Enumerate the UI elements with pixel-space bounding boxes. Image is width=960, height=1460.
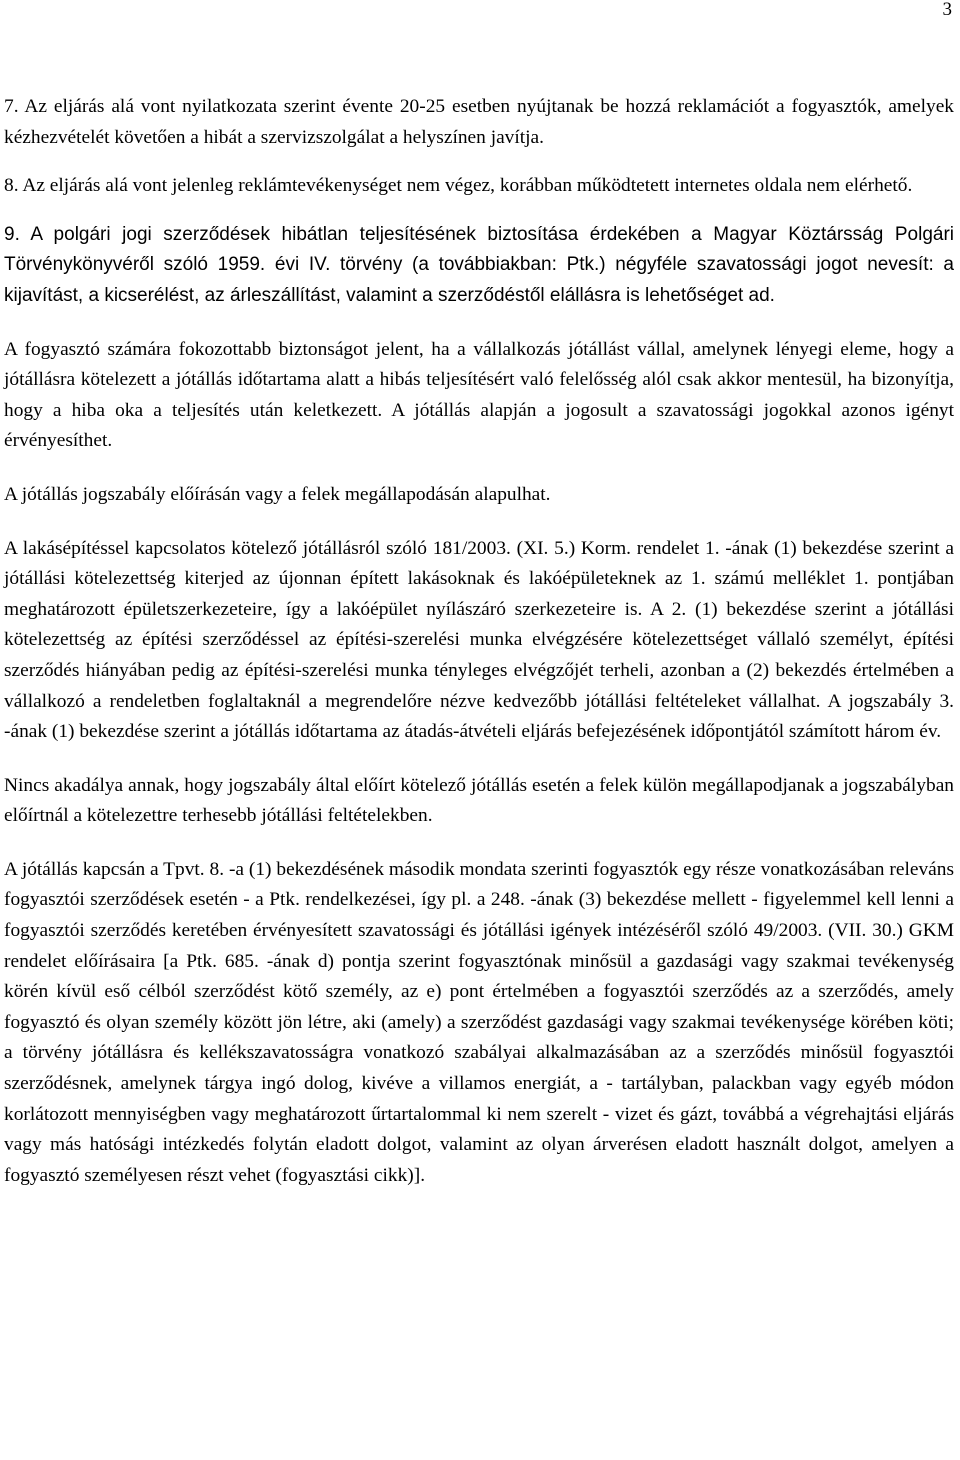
paragraph-tpvt: A jótállás kapcsán a Tpvt. 8. -a (1) bekezdésének második mondata szerinti fogyasztók egy része vonatkozásában releváns fogyasztói szerződések esetén - a Ptk. rendelkezései, így pl. a 248. -ának (3) bekezdése mellett - figyelemmel kell lenni a fogyasztói szerződés keretében érvényesített szavatossági és jótállási igények intézéséről szóló 49/2003. (VII. 30.) GKM rendelet előírásaira [a Ptk. 685. -ának d) pontja szerint fogyasztónak minősül a gazdasági vagy szakmai tevékenység körén kívül eső célból szerződést kötő személy, az e) pont értelmében a fogyasztói szerződés az a szerződés, amely fogyasztó és olyan személy között jön létre, aki (amely) a szerződést gazdasági vagy szakmai tevékenysége körében köti; a törvény jótállásra és kellékszavatosságra vonatkozó szabályai alkalmazásában az a szerződés minősül fogyasztói szerződésnek, amelynek tárgya ingó dolog, kivéve a villamos energiát, a - tartályban, palackban vagy egyéb módon korlátozott mennyiségben vagy meghatározott űrtartalommal ki nem szerelt - vizet és gázt, továbbá a végrehajtási eljárás vagy más hatósági intézkedés folytán eladott dolgot, valamint az olyan árverésen eladott használt dolgot, amelyen a fogyasztó személyesen részt vehet (fogyasztási cikk)]. [4,858,954,1186]
paragraph-9: 9. A polgári jogi szerződések hibátlan teljesítésének biztosítása érdekében a Magyar Köztársság Polgári Törvénykönyvéről szóló 1959. évi IV. törvény (a továbbiakban: Ptk.) négyféle szavatossági jogot nevesít: a kijavítást, a kicserélést, az árleszállítást, valamint a szerződéstől elállásra is lehetőséget ad. [4,223,954,306]
paragraph-guarantee-intro: A fogyasztó számára fokozottabb biztonságot jelent, ha a vállalkozás jótállást vállal, amelynek lényegi eleme, hogy a jótállásra kötelezett a jótállás időtartama alatt a hibás teljesítésért való felelősség alól csak akkor mentesül, ha bizonyítja, hogy a hiba oka a teljesítés után keletkezett. A jótállás alapján a jogosult a szavatossági jogokkal azonos igényt érvényesíthet. [4,338,954,452]
document-body [4,92,954,1214]
paragraph-no-obstacle: Nincs akadálya annak, hogy jogszabály által előírt kötelező jótállás esetén a felek külön megállapodjanak a jogszabályban előírtnál a kötelezettre terhesebb jótállási feltételekben. [4,774,954,827]
paragraph-8: 8. Az eljárás alá vont jelenleg reklámtevékenységet nem végez, korábban működtetett internetes oldala nem elérhető. [4,175,913,197]
paragraph-guarantee-basis: A jótállás jogszabály előírásán vagy a felek megállapodásán alapulhat. [4,483,551,505]
paragraph-housing-decree: A lakásépítéssel kapcsolatos kötelező jótállásról szóló 181/2003. (XI. 5.) Korm. rendelet 1. -ának (1) bekezdése szerint a jótállási kötelezettség kiterjed az újonnan épített lakásoknak és lakóépületeknek az 1. számú melléklet 1. pontjában meghatározott épületszerkezeteire, így a lakóépület nyílászáró szerkezeteire is. A 2. (1) bekezdése szerint a jótállási kötelezettség az építési szerződéssel az építési-szerelési munka elvégzésére kötelezettséget vállaló személyt, építési szerződés hiányában pedig az építési-szerelési munka tényleges elvégzőjét terheli, azonban a (2) bekezdés értelmében a vállalkozó a rendeletben foglaltaknál a megrendelőre nézve kedvezőbb jótállási feltételeket vállalhat. A jogszabály 3. -ának (1) bekezdése szerint a jótállás időtartama az átadás-átvételi eljárás befejezésének időpontjától számított három év. [4,537,954,743]
page-number: 3 [942,0,952,20]
paragraph-7: 7. Az eljárás alá vont nyilatkozata szerint évente 20-25 esetben nyújtanak be hozzá reklamációt a fogyasztók, amelyek kézhezvételét követően a hibát a szervizszolgálat a helyszínen javítja. [4,96,954,148]
